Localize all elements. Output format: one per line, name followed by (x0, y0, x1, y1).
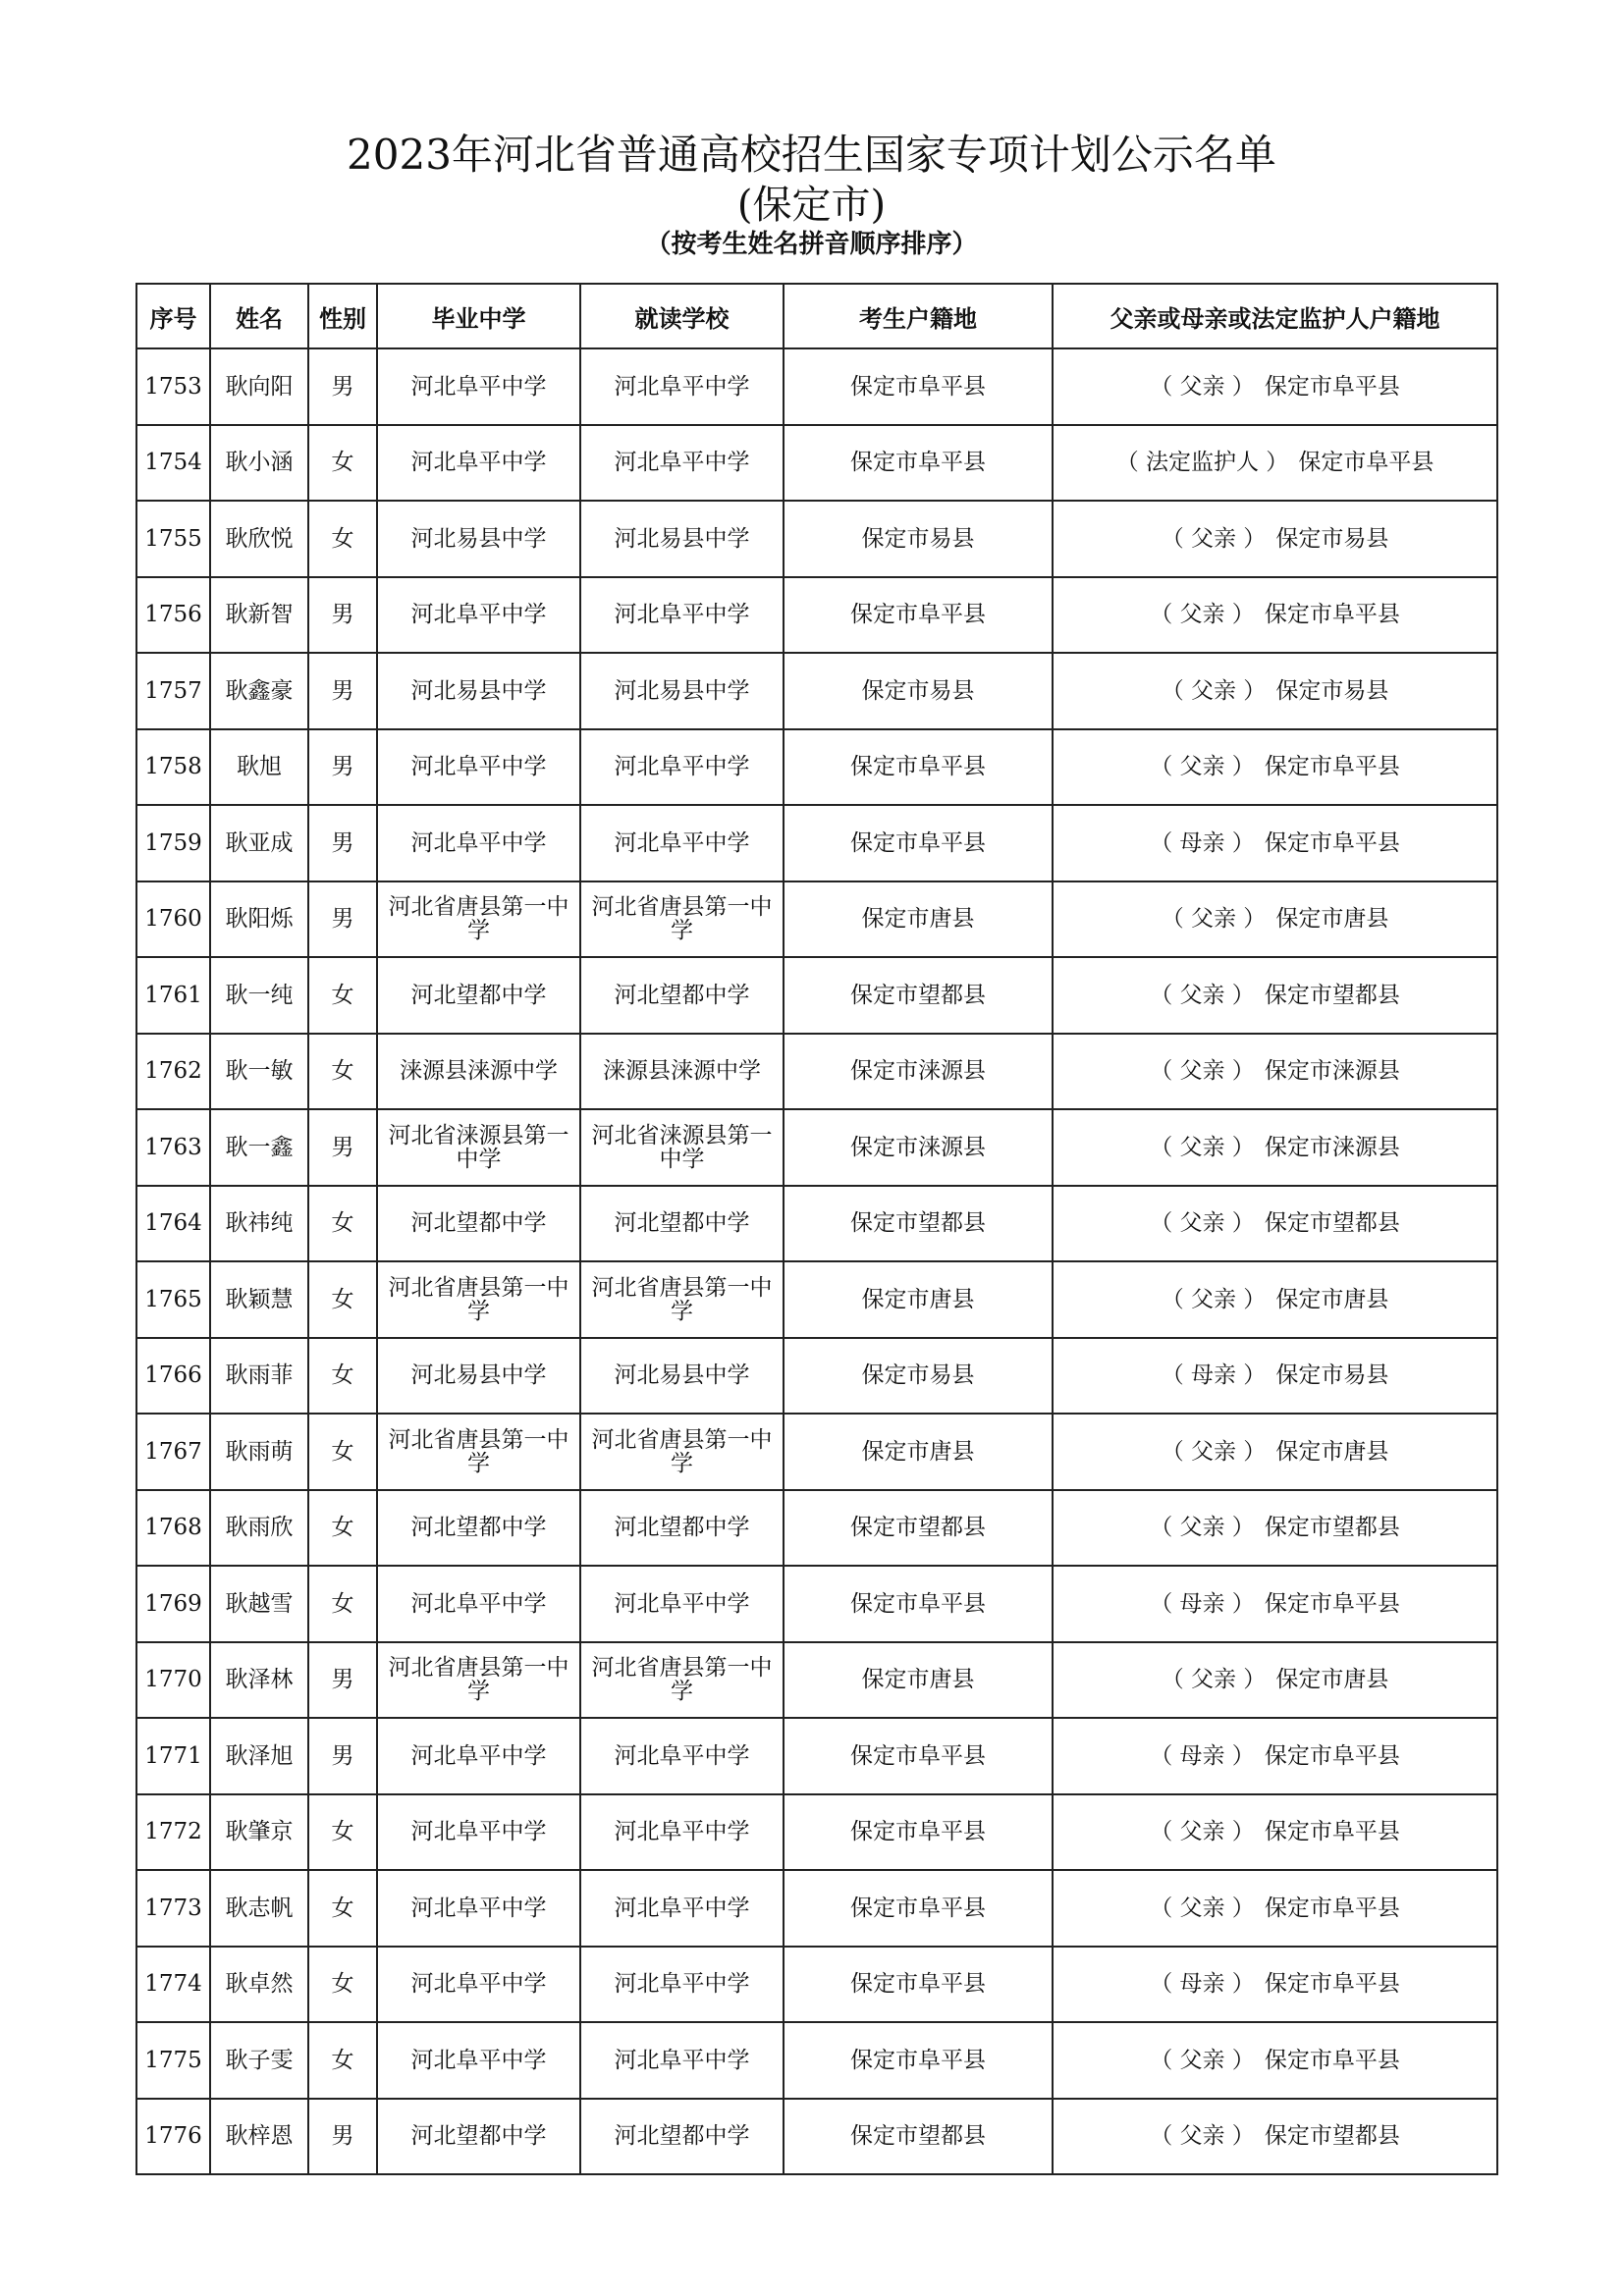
cell-guardian-hukou (1053, 729, 1497, 806)
guardian-place: 保定市阜平县 (1264, 1819, 1400, 1845)
table-row (136, 1718, 1497, 1794)
cell-study-school: 河北阜平中学 (580, 1794, 784, 1871)
cell-study-school: 河北阜平中学 (580, 729, 784, 806)
cell-grad-school: 河北阜平中学 (377, 425, 580, 502)
header-name: 姓名 (210, 284, 308, 348)
cell-grad-school: 河北省涞源县第一中学 (377, 1109, 580, 1186)
cell-gender: 男 (308, 1718, 377, 1794)
cell-gender: 女 (308, 1490, 377, 1567)
cell-hukou: 保定市涞源县 (784, 1109, 1053, 1186)
cell-grad-school: 河北阜平中学 (377, 577, 580, 654)
cell-name: 耿一鑫 (210, 1109, 308, 1186)
cell-hukou: 保定市唐县 (784, 1261, 1053, 1338)
cell-grad-school: 河北易县中学 (377, 501, 580, 577)
cell-seq: 1753 (136, 348, 210, 425)
guardian-place: 保定市阜平县 (1264, 2047, 1400, 2073)
guardian-place: 保定市易县 (1275, 677, 1389, 704)
guardian-relation: （ 母亲 ） (1150, 1971, 1255, 1998)
cell-guardian-hukou (1053, 1718, 1497, 1794)
cell-seq: 1756 (136, 577, 210, 654)
cell-study-school: 河北省唐县第一中学 (580, 1261, 784, 1338)
cell-grad-school: 河北省唐县第一中学 (377, 1642, 580, 1719)
cell-gender: 女 (308, 1870, 377, 1947)
cell-hukou: 保定市易县 (784, 501, 1053, 577)
cell-study-school: 河北易县中学 (580, 653, 784, 729)
cell-name: 耿向阳 (210, 348, 308, 425)
table-row (136, 1566, 1497, 1642)
cell-grad-school: 河北阜平中学 (377, 1794, 580, 1871)
cell-seq: 1755 (136, 501, 210, 577)
cell-name: 耿旭 (210, 729, 308, 806)
guardian-place: 保定市易县 (1275, 1362, 1389, 1389)
cell-study-school: 河北阜平中学 (580, 2022, 784, 2099)
table-row (136, 1186, 1497, 1262)
cell-name: 耿泽旭 (210, 1718, 308, 1794)
cell-seq: 1771 (136, 1718, 210, 1794)
cell-seq: 1757 (136, 653, 210, 729)
cell-study-school: 河北阜平中学 (580, 1947, 784, 2023)
cell-study-school: 河北望都中学 (580, 2099, 784, 2175)
cell-seq: 1775 (136, 2022, 210, 2099)
cell-grad-school: 河北阜平中学 (377, 1718, 580, 1794)
document-title: 2023年河北省普通高校招生国家专项计划公示名单 (347, 131, 1276, 179)
header-study-school: 就读学校 (580, 284, 784, 348)
cell-hukou: 保定市阜平县 (784, 577, 1053, 654)
cell-name: 耿泽林 (210, 1642, 308, 1719)
cell-seq: 1758 (136, 729, 210, 806)
cell-hukou: 保定市阜平县 (784, 1566, 1053, 1642)
cell-hukou: 保定市阜平县 (784, 1794, 1053, 1871)
guardian-place: 保定市阜平县 (1264, 1971, 1400, 1998)
cell-name: 耿小涵 (210, 425, 308, 502)
cell-hukou: 保定市唐县 (784, 881, 1053, 958)
cell-seq: 1773 (136, 1870, 210, 1947)
cell-gender: 女 (308, 1947, 377, 2023)
cell-guardian-hukou (1053, 2099, 1497, 2175)
table-row (136, 1109, 1497, 1186)
cell-grad-school: 河北阜平中学 (377, 1947, 580, 2023)
roster-table (135, 283, 1498, 2175)
cell-study-school: 河北易县中学 (580, 1338, 784, 1415)
cell-hukou: 保定市阜平县 (784, 1947, 1053, 2023)
cell-name: 耿雨菲 (210, 1338, 308, 1415)
sort-note: （按考生姓名拼音顺序排序） (645, 230, 978, 259)
table-row (136, 2022, 1497, 2099)
cell-grad-school: 涞源县涞源中学 (377, 1034, 580, 1110)
header-guardian-hukou: 父亲或母亲或法定监护人户籍地 (1053, 284, 1497, 348)
guardian-place: 保定市望都县 (1264, 2123, 1400, 2150)
cell-seq: 1767 (136, 1414, 210, 1490)
table-row (136, 1642, 1497, 1719)
cell-guardian-hukou (1053, 1947, 1497, 2023)
cell-gender: 女 (308, 425, 377, 502)
cell-study-school: 河北阜平中学 (580, 1566, 784, 1642)
cell-seq: 1772 (136, 1794, 210, 1871)
cell-hukou: 保定市望都县 (784, 1490, 1053, 1567)
cell-hukou: 保定市阜平县 (784, 1870, 1053, 1947)
guardian-place: 保定市涞源县 (1264, 1134, 1400, 1160)
cell-grad-school: 河北阜平中学 (377, 805, 580, 881)
guardian-place: 保定市唐县 (1275, 1438, 1389, 1465)
guardian-relation: （ 父亲 ） (1150, 1515, 1255, 1541)
cell-gender: 女 (308, 2022, 377, 2099)
cell-seq: 1760 (136, 881, 210, 958)
cell-gender: 男 (308, 653, 377, 729)
cell-name: 耿一敏 (210, 1034, 308, 1110)
table-header-row (136, 284, 1497, 348)
cell-guardian-hukou (1053, 577, 1497, 654)
header-seq: 序号 (136, 284, 210, 348)
guardian-place: 保定市易县 (1275, 525, 1389, 552)
cell-name: 耿肇京 (210, 1794, 308, 1871)
cell-study-school: 河北省唐县第一中学 (580, 1414, 784, 1490)
cell-name: 耿新智 (210, 577, 308, 654)
cell-grad-school: 河北阜平中学 (377, 729, 580, 806)
cell-hukou: 保定市易县 (784, 653, 1053, 729)
cell-name: 耿亚成 (210, 805, 308, 881)
guardian-place: 保定市阜平县 (1264, 1742, 1400, 1769)
cell-study-school: 河北阜平中学 (580, 1718, 784, 1794)
guardian-relation: （ 父亲 ） (1161, 1286, 1267, 1312)
cell-grad-school: 河北省唐县第一中学 (377, 1414, 580, 1490)
cell-name: 耿梓恩 (210, 2099, 308, 2175)
cell-guardian-hukou (1053, 1109, 1497, 1186)
cell-study-school: 河北省唐县第一中学 (580, 1642, 784, 1719)
cell-name: 耿欣悦 (210, 501, 308, 577)
cell-gender: 男 (308, 348, 377, 425)
cell-seq: 1765 (136, 1261, 210, 1338)
cell-grad-school: 河北望都中学 (377, 957, 580, 1034)
cell-name: 耿一纯 (210, 957, 308, 1034)
guardian-relation: （ 父亲 ） (1150, 1819, 1255, 1845)
table-row (136, 1947, 1497, 2023)
table-row (136, 805, 1497, 881)
table-row (136, 653, 1497, 729)
cell-gender: 男 (308, 1109, 377, 1186)
cell-grad-school: 河北望都中学 (377, 1490, 580, 1567)
cell-seq: 1754 (136, 425, 210, 502)
cell-hukou: 保定市望都县 (784, 2099, 1053, 2175)
cell-hukou: 保定市唐县 (784, 1414, 1053, 1490)
cell-hukou: 保定市涞源县 (784, 1034, 1053, 1110)
header-hukou: 考生户籍地 (784, 284, 1053, 348)
guardian-place: 保定市望都县 (1264, 1210, 1400, 1237)
cell-hukou: 保定市望都县 (784, 1186, 1053, 1262)
cell-gender: 女 (308, 1034, 377, 1110)
table-row (136, 425, 1497, 502)
cell-name: 耿颖慧 (210, 1261, 308, 1338)
guardian-relation: （ 法定监护人 ） (1115, 450, 1289, 476)
guardian-place: 保定市阜平县 (1264, 602, 1400, 628)
guardian-relation: （ 父亲 ） (1150, 1895, 1255, 1921)
cell-name: 耿雨欣 (210, 1490, 308, 1567)
cell-guardian-hukou (1053, 425, 1497, 502)
guardian-place: 保定市望都县 (1264, 982, 1400, 1008)
cell-hukou: 保定市阜平县 (784, 1718, 1053, 1794)
cell-name: 耿志帆 (210, 1870, 308, 1947)
cell-guardian-hukou (1053, 2022, 1497, 2099)
guardian-relation: （ 父亲 ） (1150, 373, 1255, 400)
cell-grad-school: 河北省唐县第一中学 (377, 1261, 580, 1338)
guardian-relation: （ 父亲 ） (1150, 982, 1255, 1008)
cell-grad-school: 河北阜平中学 (377, 2022, 580, 2099)
cell-hukou: 保定市望都县 (784, 957, 1053, 1034)
cell-guardian-hukou (1053, 1034, 1497, 1110)
cell-guardian-hukou (1053, 1261, 1497, 1338)
cell-grad-school: 河北易县中学 (377, 1338, 580, 1415)
guardian-place: 保定市唐县 (1275, 906, 1389, 933)
cell-study-school: 河北省唐县第一中学 (580, 881, 784, 958)
cell-guardian-hukou (1053, 1186, 1497, 1262)
guardian-relation: （ 父亲 ） (1150, 602, 1255, 628)
cell-gender: 女 (308, 957, 377, 1034)
cell-seq: 1769 (136, 1566, 210, 1642)
guardian-relation: （ 母亲 ） (1150, 829, 1255, 856)
table-row (136, 501, 1497, 577)
guardian-place: 保定市阜平县 (1264, 1590, 1400, 1617)
cell-name: 耿越雪 (210, 1566, 308, 1642)
cell-gender: 男 (308, 2099, 377, 2175)
cell-grad-school: 河北阜平中学 (377, 1870, 580, 1947)
guardian-place: 保定市唐县 (1275, 1667, 1389, 1693)
cell-study-school: 河北阜平中学 (580, 805, 784, 881)
cell-study-school: 河北省涞源县第一中学 (580, 1109, 784, 1186)
table-row (136, 1490, 1497, 1567)
table-row (136, 957, 1497, 1034)
cell-guardian-hukou (1053, 1642, 1497, 1719)
document-subtitle: (保定市) (736, 183, 887, 228)
guardian-relation: （ 父亲 ） (1150, 1058, 1255, 1085)
cell-study-school: 河北望都中学 (580, 1186, 784, 1262)
table-row (136, 1338, 1497, 1415)
cell-study-school: 河北阜平中学 (580, 577, 784, 654)
cell-seq: 1759 (136, 805, 210, 881)
table-row (136, 1794, 1497, 1871)
guardian-relation: （ 母亲 ） (1150, 1742, 1255, 1769)
cell-guardian-hukou (1053, 1870, 1497, 1947)
guardian-relation: （ 父亲 ） (1161, 1438, 1267, 1465)
cell-study-school: 河北望都中学 (580, 957, 784, 1034)
cell-grad-school: 河北望都中学 (377, 2099, 580, 2175)
cell-hukou: 保定市阜平县 (784, 348, 1053, 425)
cell-hukou: 保定市阜平县 (784, 805, 1053, 881)
guardian-relation: （ 父亲 ） (1150, 1210, 1255, 1237)
guardian-relation: （ 父亲 ） (1161, 677, 1267, 704)
cell-hukou: 保定市唐县 (784, 1642, 1053, 1719)
cell-grad-school: 河北易县中学 (377, 653, 580, 729)
cell-gender: 男 (308, 805, 377, 881)
cell-grad-school: 河北阜平中学 (377, 348, 580, 425)
table-row (136, 348, 1497, 425)
cell-guardian-hukou (1053, 805, 1497, 881)
cell-gender: 男 (308, 577, 377, 654)
table-row (136, 729, 1497, 806)
guardian-place: 保定市阜平县 (1298, 450, 1434, 476)
cell-gender: 男 (308, 881, 377, 958)
guardian-relation: （ 父亲 ） (1150, 2047, 1255, 2073)
cell-hukou: 保定市阜平县 (784, 425, 1053, 502)
cell-study-school: 河北易县中学 (580, 501, 784, 577)
guardian-place: 保定市涞源县 (1264, 1058, 1400, 1085)
guardian-place: 保定市阜平县 (1264, 1895, 1400, 1921)
table-row (136, 1261, 1497, 1338)
cell-guardian-hukou (1053, 1794, 1497, 1871)
cell-study-school: 河北阜平中学 (580, 348, 784, 425)
guardian-place: 保定市望都县 (1264, 1515, 1400, 1541)
guardian-relation: （ 母亲 ） (1150, 1590, 1255, 1617)
cell-seq: 1764 (136, 1186, 210, 1262)
guardian-place: 保定市阜平县 (1264, 754, 1400, 780)
cell-name: 耿祎纯 (210, 1186, 308, 1262)
header-gender: 性别 (308, 284, 377, 348)
table-row (136, 1034, 1497, 1110)
cell-gender: 男 (308, 1642, 377, 1719)
cell-name: 耿阳烁 (210, 881, 308, 958)
table-body (136, 348, 1497, 2174)
cell-seq: 1770 (136, 1642, 210, 1719)
cell-gender: 女 (308, 1186, 377, 1262)
guardian-relation: （ 父亲 ） (1150, 1134, 1255, 1160)
cell-guardian-hukou (1053, 1490, 1497, 1567)
cell-grad-school: 河北望都中学 (377, 1186, 580, 1262)
cell-guardian-hukou (1053, 501, 1497, 577)
guardian-relation: （ 父亲 ） (1150, 754, 1255, 780)
guardian-relation: （ 父亲 ） (1150, 2123, 1255, 2150)
cell-hukou: 保定市易县 (784, 1338, 1053, 1415)
guardian-relation: （ 父亲 ） (1161, 1667, 1267, 1693)
guardian-relation: （ 母亲 ） (1161, 1362, 1267, 1389)
guardian-place: 保定市阜平县 (1264, 829, 1400, 856)
table-row (136, 577, 1497, 654)
cell-hukou: 保定市阜平县 (784, 729, 1053, 806)
header-grad-school: 毕业中学 (377, 284, 580, 348)
cell-name: 耿卓然 (210, 1947, 308, 2023)
cell-study-school: 河北阜平中学 (580, 1870, 784, 1947)
cell-guardian-hukou (1053, 957, 1497, 1034)
cell-gender: 女 (308, 1261, 377, 1338)
guardian-place: 保定市唐县 (1275, 1286, 1389, 1312)
guardian-place: 保定市阜平县 (1264, 373, 1400, 400)
table-row (136, 881, 1497, 958)
cell-hukou: 保定市阜平县 (784, 2022, 1053, 2099)
table-row (136, 1414, 1497, 1490)
cell-seq: 1776 (136, 2099, 210, 2175)
cell-seq: 1766 (136, 1338, 210, 1415)
cell-gender: 男 (308, 729, 377, 806)
table-row (136, 1870, 1497, 1947)
cell-guardian-hukou (1053, 1566, 1497, 1642)
cell-grad-school: 河北阜平中学 (377, 1566, 580, 1642)
cell-name: 耿子雯 (210, 2022, 308, 2099)
guardian-relation: （ 父亲 ） (1161, 906, 1267, 933)
cell-guardian-hukou (1053, 881, 1497, 958)
cell-gender: 女 (308, 1338, 377, 1415)
cell-name: 耿雨萌 (210, 1414, 308, 1490)
cell-guardian-hukou (1053, 653, 1497, 729)
cell-seq: 1761 (136, 957, 210, 1034)
cell-study-school: 河北望都中学 (580, 1490, 784, 1567)
table-row (136, 2099, 1497, 2175)
cell-grad-school: 河北省唐县第一中学 (377, 881, 580, 958)
cell-gender: 女 (308, 501, 377, 577)
cell-gender: 女 (308, 1414, 377, 1490)
cell-gender: 女 (308, 1566, 377, 1642)
cell-guardian-hukou (1053, 1338, 1497, 1415)
cell-seq: 1774 (136, 1947, 210, 2023)
cell-seq: 1762 (136, 1034, 210, 1110)
cell-study-school: 河北阜平中学 (580, 425, 784, 502)
cell-study-school: 涞源县涞源中学 (580, 1034, 784, 1110)
cell-gender: 女 (308, 1794, 377, 1871)
cell-seq: 1768 (136, 1490, 210, 1567)
cell-seq: 1763 (136, 1109, 210, 1186)
cell-name: 耿鑫豪 (210, 653, 308, 729)
cell-guardian-hukou (1053, 348, 1497, 425)
cell-guardian-hukou (1053, 1414, 1497, 1490)
guardian-relation: （ 父亲 ） (1161, 525, 1267, 552)
